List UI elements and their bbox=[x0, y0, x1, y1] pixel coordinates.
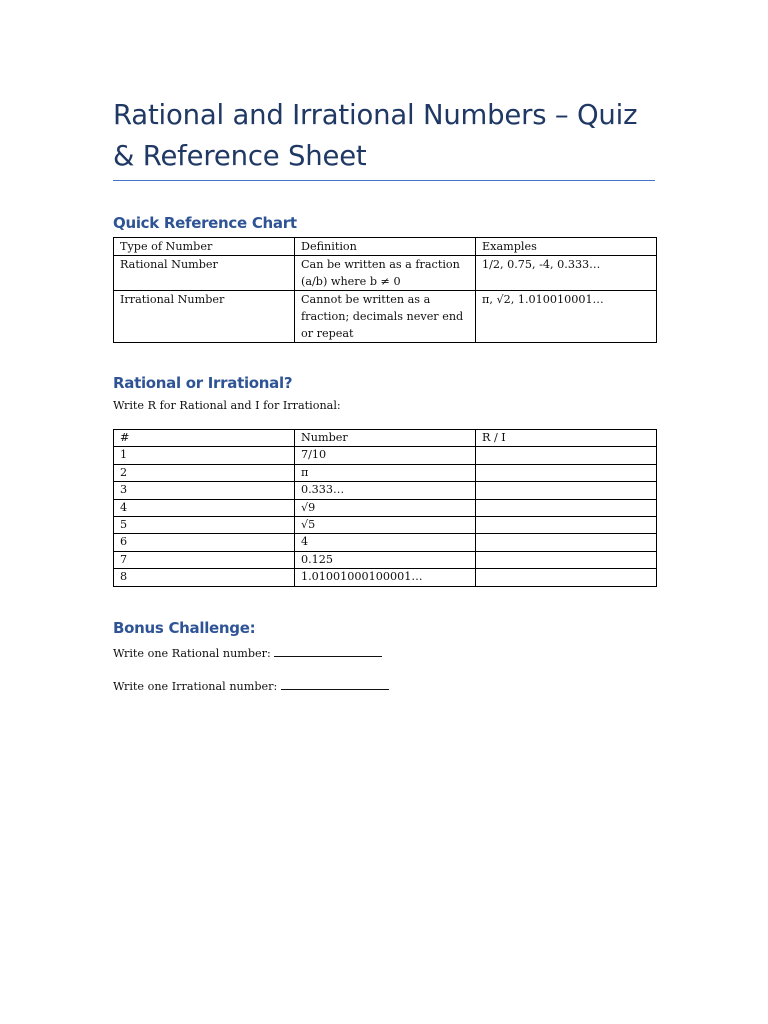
number-value: 1.01001000100001… bbox=[295, 569, 476, 586]
table-row bbox=[114, 499, 657, 516]
table-row bbox=[114, 551, 657, 568]
column-header: Examples bbox=[476, 238, 657, 256]
number-value: 7/10 bbox=[295, 447, 476, 464]
number-value: √9 bbox=[295, 499, 476, 516]
quiz-heading: Rational or Irrational? bbox=[113, 374, 293, 392]
item-number: 6 bbox=[114, 534, 295, 551]
table-row bbox=[114, 517, 657, 534]
table-row bbox=[114, 569, 657, 586]
item-number: 3 bbox=[114, 482, 295, 499]
item-number: 2 bbox=[114, 464, 295, 481]
table-row bbox=[114, 534, 657, 551]
bonus-rational-line bbox=[113, 644, 382, 662]
quiz-header-row bbox=[114, 430, 657, 447]
item-number: 5 bbox=[114, 517, 295, 534]
reference-header-row bbox=[114, 238, 657, 256]
item-number: 8 bbox=[114, 569, 295, 586]
answer-cell[interactable] bbox=[476, 551, 657, 568]
column-header: # bbox=[114, 430, 295, 447]
reference-heading: Quick Reference Chart bbox=[113, 214, 297, 232]
number-value: 0.125 bbox=[295, 551, 476, 568]
item-number: 4 bbox=[114, 499, 295, 516]
table-row bbox=[114, 447, 657, 464]
type-cell: Rational Number bbox=[114, 256, 295, 291]
column-header: Type of Number bbox=[114, 238, 295, 256]
title-underline bbox=[113, 180, 655, 181]
table-row bbox=[114, 482, 657, 499]
item-number: 1 bbox=[114, 447, 295, 464]
examples-cell: π, √2, 1.010010001… bbox=[476, 291, 657, 343]
bonus-irrational-label: Write one Irrational number: bbox=[113, 680, 278, 693]
number-value: 4 bbox=[295, 534, 476, 551]
table-row bbox=[114, 256, 657, 291]
item-number: 7 bbox=[114, 551, 295, 568]
number-value: √5 bbox=[295, 517, 476, 534]
column-header: R / I bbox=[476, 430, 657, 447]
answer-cell[interactable] bbox=[476, 482, 657, 499]
reference-table bbox=[113, 237, 657, 343]
type-cell: Irrational Number bbox=[114, 291, 295, 343]
table-row bbox=[114, 291, 657, 343]
bonus-rational-label: Write one Rational number: bbox=[113, 647, 271, 660]
table-row bbox=[114, 464, 657, 481]
page-title: Rational and Irrational Numbers – Quiz & Reference Sheet bbox=[113, 99, 638, 172]
rational-answer-blank[interactable] bbox=[274, 644, 382, 657]
answer-cell[interactable] bbox=[476, 517, 657, 534]
answer-cell[interactable] bbox=[476, 464, 657, 481]
bonus-irrational-line bbox=[113, 677, 389, 695]
definition-cell: Cannot be written as a fraction; decimals never end or repeat bbox=[295, 291, 476, 343]
answer-cell[interactable] bbox=[476, 534, 657, 551]
quiz-instructions: Write R for Rational and I for Irrational: bbox=[113, 399, 341, 412]
answer-cell[interactable] bbox=[476, 569, 657, 586]
column-header: Number bbox=[295, 430, 476, 447]
answer-cell[interactable] bbox=[476, 447, 657, 464]
definition-cell: Can be written as a fraction (a/b) where b ≠ 0 bbox=[295, 256, 476, 291]
bonus-heading: Bonus Challenge: bbox=[113, 619, 256, 637]
examples-cell: 1/2, 0.75, -4, 0.333… bbox=[476, 256, 657, 291]
quiz-table bbox=[113, 429, 657, 587]
irrational-answer-blank[interactable] bbox=[281, 677, 389, 690]
answer-cell[interactable] bbox=[476, 499, 657, 516]
number-value: π bbox=[295, 464, 476, 481]
column-header: Definition bbox=[295, 238, 476, 256]
number-value: 0.333… bbox=[295, 482, 476, 499]
